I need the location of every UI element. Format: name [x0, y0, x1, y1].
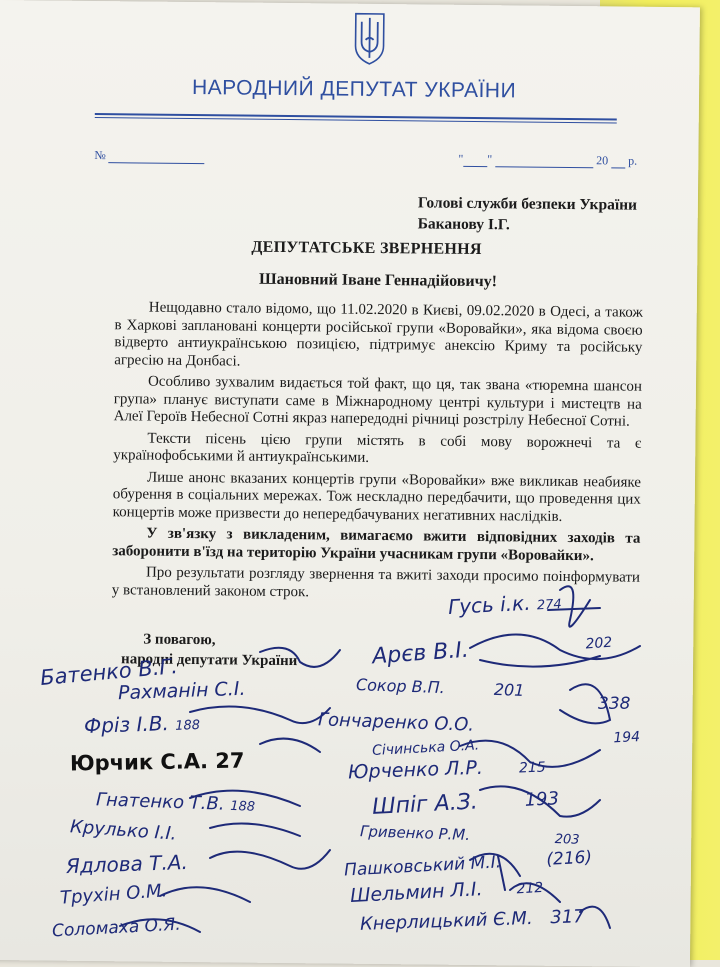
body-paragraph: Особливо зухвалим видається той факт, що ця, так звана «тюремна шансон група» планує виступати саме в Міжнародному центрі культури і мистецтв на Алеї Героїв Небесної Сотні якраз напередодні річниці розстрілу Небесної Сотні. — [113, 373, 643, 430]
salutation: Шановний Іване Геннадійовичу! — [259, 270, 498, 291]
number-field: № — [94, 148, 205, 164]
trident-emblem-icon — [351, 10, 388, 66]
signature: Ядлова Т.А. — [65, 849, 189, 879]
body-paragraph-demand: У зв'язку з викладеним, вимагаємо вжити відповідних заходів та заборонити в'їзд на територію України учасникам групи «Воровайки». — [112, 525, 641, 564]
signature: Юрчик С.А. 27 — [69, 748, 245, 776]
signature: Крулько І.І. — [69, 816, 178, 845]
body-paragraph: Лише анонс вказаних концертів групи «Воровайки» вже викликав неабияке обурення в соціальних мережах. Тож нескладно передбачити, що проведення цих концертів може призвести до непередбачуваних негативних наслідків. — [112, 469, 642, 525]
letterhead-title: НАРОДНИЙ ДЕПУТАТ УКРАЇНИ — [191, 76, 517, 103]
body-paragraph: Про результати розгляду звернення та вжиті заходи просимо поінформувати у встановлений законом строк. — [111, 564, 641, 600]
signature: Батенко В.Г. — [39, 654, 179, 690]
signature: Соломаха О.Я. — [51, 914, 182, 942]
signature: Юрченко Л.Р. 215 — [347, 756, 546, 784]
signature: Гривенко Р.М. 203 — [359, 822, 580, 848]
signature: 338 — [598, 694, 631, 714]
signature: Трухін О.М. — [59, 880, 168, 909]
signature: Гусь і.к. 274 — [447, 590, 563, 619]
signature: Січинська О.А. 194 — [371, 728, 641, 760]
closing: З повагою, народні депутати України — [121, 631, 298, 670]
letter-body — [112, 299, 643, 609]
signature: Пашковський М.І. (216) — [343, 847, 593, 881]
signature: Фріз І.В. 188 — [83, 711, 201, 739]
signature: Шельмин Л.І. 212 — [349, 878, 544, 908]
signature: Гнатенко Т.В. 188 — [95, 789, 256, 815]
date-field: " " 20 р. — [458, 151, 638, 168]
signature: Кнерлицький Є.М. 317 — [359, 906, 586, 935]
signatures-area — [0, 580, 720, 960]
signature-scrawls — [0, 580, 720, 960]
body-paragraph: Нещодавно стало відомо, що 11.02.2020 в Києві, 09.02.2020 в Одесі, а також в Харкові заплановані концерти російської групи «Воровайки», яка відома своєю відверто антиукраїнською позицією, підтримує анексію Криму та російську агресію на Донбасі. — [114, 299, 643, 370]
signature: Сокор В.П. 201 — [355, 675, 525, 700]
body-paragraph: Тексти пісень цією групи містять в собі мову ворожнечі та є українофобськими й антиукраїнськими. — [113, 430, 642, 466]
signature: Рахманін С.І. — [117, 677, 246, 705]
signature: Арєв В.І. 202 — [371, 634, 613, 670]
addressee: Голові служби безпеки України Баканову І.Г. — [417, 194, 638, 234]
signature: Шпіг А.З. 193 — [371, 788, 560, 820]
signature: Гончаренко О.О. — [317, 709, 475, 736]
document-heading: ДЕПУТАТСЬКЕ ЗВЕРНЕННЯ — [251, 238, 482, 259]
